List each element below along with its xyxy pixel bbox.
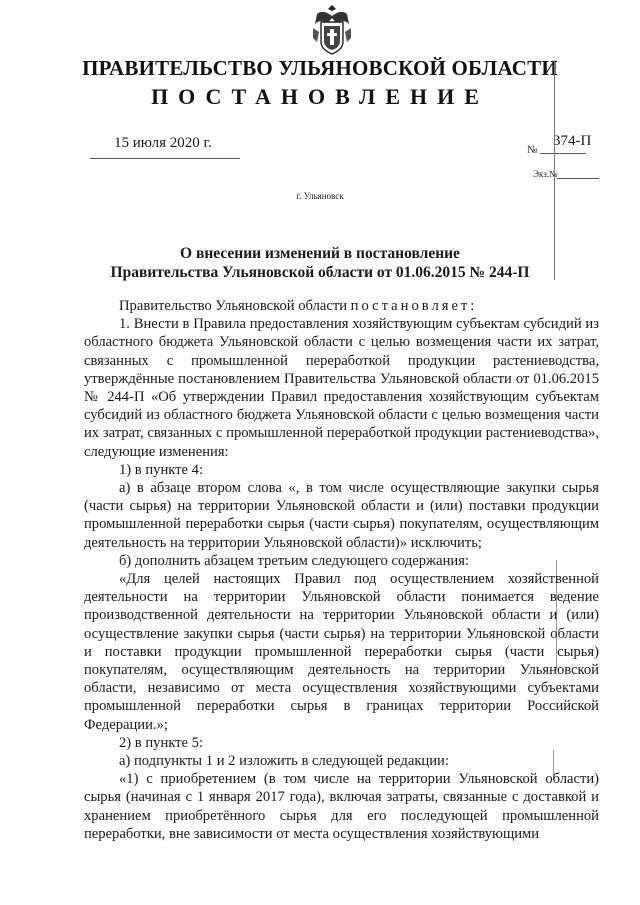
copy-number-label: Экз.№ xyxy=(533,169,558,179)
org-title: ПРАВИТЕЛЬСТВО УЛЬЯНОВСКОЙ ОБЛАСТИ xyxy=(82,56,558,80)
document-number: 374-П xyxy=(553,133,592,149)
subject-line-2: Правительства Ульяновской области от 01.06.2015 № 244-П xyxy=(110,264,530,281)
document-date: 15 июля 2020 г. xyxy=(114,135,212,151)
city-name: г. Ульяновск xyxy=(296,191,344,201)
document-type: ПОСТАНОВЛЕНИЕ xyxy=(151,84,489,109)
number-sign: № xyxy=(527,144,538,156)
intro-verb: постановляет: xyxy=(350,298,478,314)
body-paragraph: 1. Внести в Правила предоставления хозяйствующим субъектам субсидий из областного бюджета Ульяновской области с целью возмещения части их затрат, связанных с промышленной переработкой продукции растениеводства, утверждённые постановлением Правительства Ульяновской области от 01.06.2015 № 244-П «Об утверждении Правил предоставления хозяйствующим субъектам субсидий из областного бюджета Ульяновской области с целью возмещения части их затрат, связанных с промышленной переработкой продукции растениеводства», следующие изменения: xyxy=(84,316,599,460)
body-paragraph: а) подпункты 1 и 2 изложить в следующей редакции: xyxy=(119,753,449,770)
number-underline xyxy=(540,153,586,154)
body-paragraph: б) дополнить абзацем третьим следующего содержания: xyxy=(119,552,469,569)
body-paragraph: «1) с приобретением (в том числе на территории Ульяновской области) сырья (начиная с 1 января 2017 года), включая затраты, связанные с доставкой и хранением приобретённого сырья для его последующей промышленной переработки, вне зависимости от места осуществления хозяйствующими xyxy=(84,771,599,842)
body-paragraph: 2) в пункте 5: xyxy=(119,734,204,751)
body-paragraph: 1) в пункте 4: xyxy=(119,461,204,478)
coat-of-arms-emblem xyxy=(309,2,355,56)
document-subject xyxy=(0,244,640,282)
copy-number-underline xyxy=(557,178,599,179)
date-underline xyxy=(90,158,240,159)
subject-line-1: О внесении изменений в постановление xyxy=(180,245,460,262)
document-body xyxy=(84,297,599,843)
body-paragraph: а) в абзаце втором слова «, в том числе осуществляющие закупки сырья (части сырья) на территории Ульяновской области и (или) поставки продукции промышленной переработки сырья (части сырья) покупателям, осуществляющим деятельность на территории Ульяновской области)» исключить; xyxy=(84,480,599,551)
body-paragraph: «Для целей настоящих Правил под осуществлением хозяйственной деятельности на территории Ульяновской области понимается ведение производственной деятельности на территории Ульяновской области и (или) осуществление закупки сырья (части сырья) на территории Ульяновской области и поставки продукции промышленной переработки сырья (части сырья) покупателям, осуществляющим деятельность на территории Ульяновской области, независимо от места осуществления хозяйствующими субъектами промышленной переработки сырья в границах территории Российской Федерации.»; xyxy=(84,571,599,733)
body-paragraph-intro xyxy=(84,297,599,315)
intro-text: Правительство Ульяновской области xyxy=(119,298,351,314)
